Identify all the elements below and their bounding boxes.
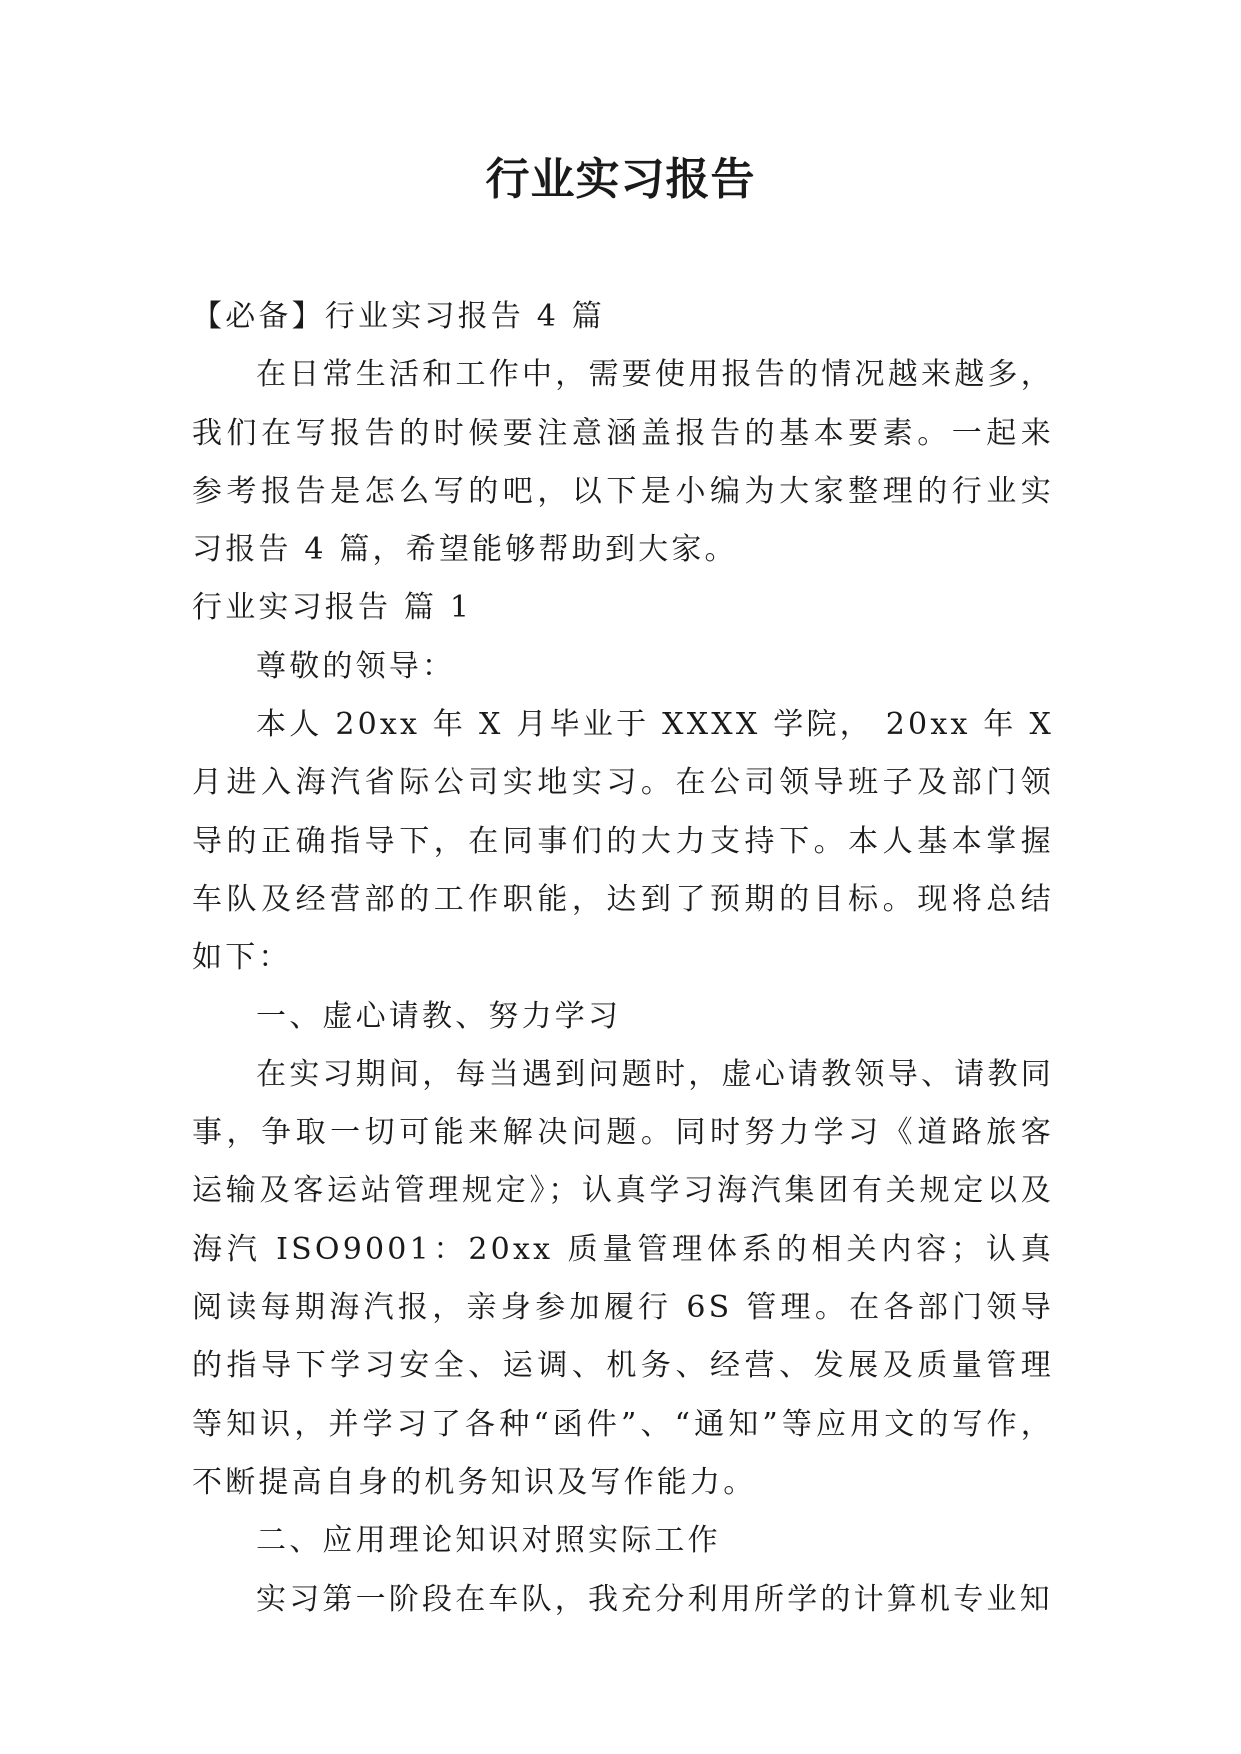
subheading-2: 二、应用理论知识对照实际工作	[256, 1523, 721, 1559]
section-heading: 行业实习报告 篇 1	[192, 590, 473, 626]
body-paragraph-3: 实习第一阶段在车队，我充分利用所学的计算机专业知	[256, 1581, 1053, 1617]
document-title: 行业实习报告	[485, 154, 756, 205]
salutation: 尊敬的领导：	[256, 648, 456, 684]
document-subtitle: 【必备】行业实习报告 4 篇	[192, 299, 605, 334]
subheading-1: 一、虚心请教、努力学习	[256, 998, 622, 1034]
document-body	[192, 288, 1054, 1629]
body-paragraph-1: 本人 20xx 年 X 月毕业于 XXXX 学院， 20xx 年 X 月进入海汽省际公司实地实习。在公司领导班子及部门领导的正确指导下，在同事们的大力支持下。本人基本掌握车队及经营部的工作职能，达到了预期的目标。现将总结如下：	[192, 707, 1054, 976]
intro-paragraph: 在日常生活和工作中，需要使用报告的情况越来越多，我们在写报告的时候要注意涵盖报告的基本要素。一起来参考报告是怎么写的吧，以下是小编为大家整理的行业实习报告 4 篇，希望能够帮助到大家。	[192, 357, 1054, 568]
body-paragraph-2: 在实习期间，每当遇到问题时，虚心请教领导、请教同事，争取一切可能来解决问题。同时努力学习《道路旅客运输及客运站管理规定》；认真学习海汽集团有关规定以及海汽 ISO9001：20xx 质量管理体系的相关内容；认真阅读每期海汽报，亲身参加履行 6S 管理。在各部门领导的指导下学习安全、运调、机务、经营、发展及质量管理等知识，并学习了各种“函件”、“通知”等应用文的写作，不断提高自身的机务知识及写作能力。	[192, 1056, 1054, 1500]
